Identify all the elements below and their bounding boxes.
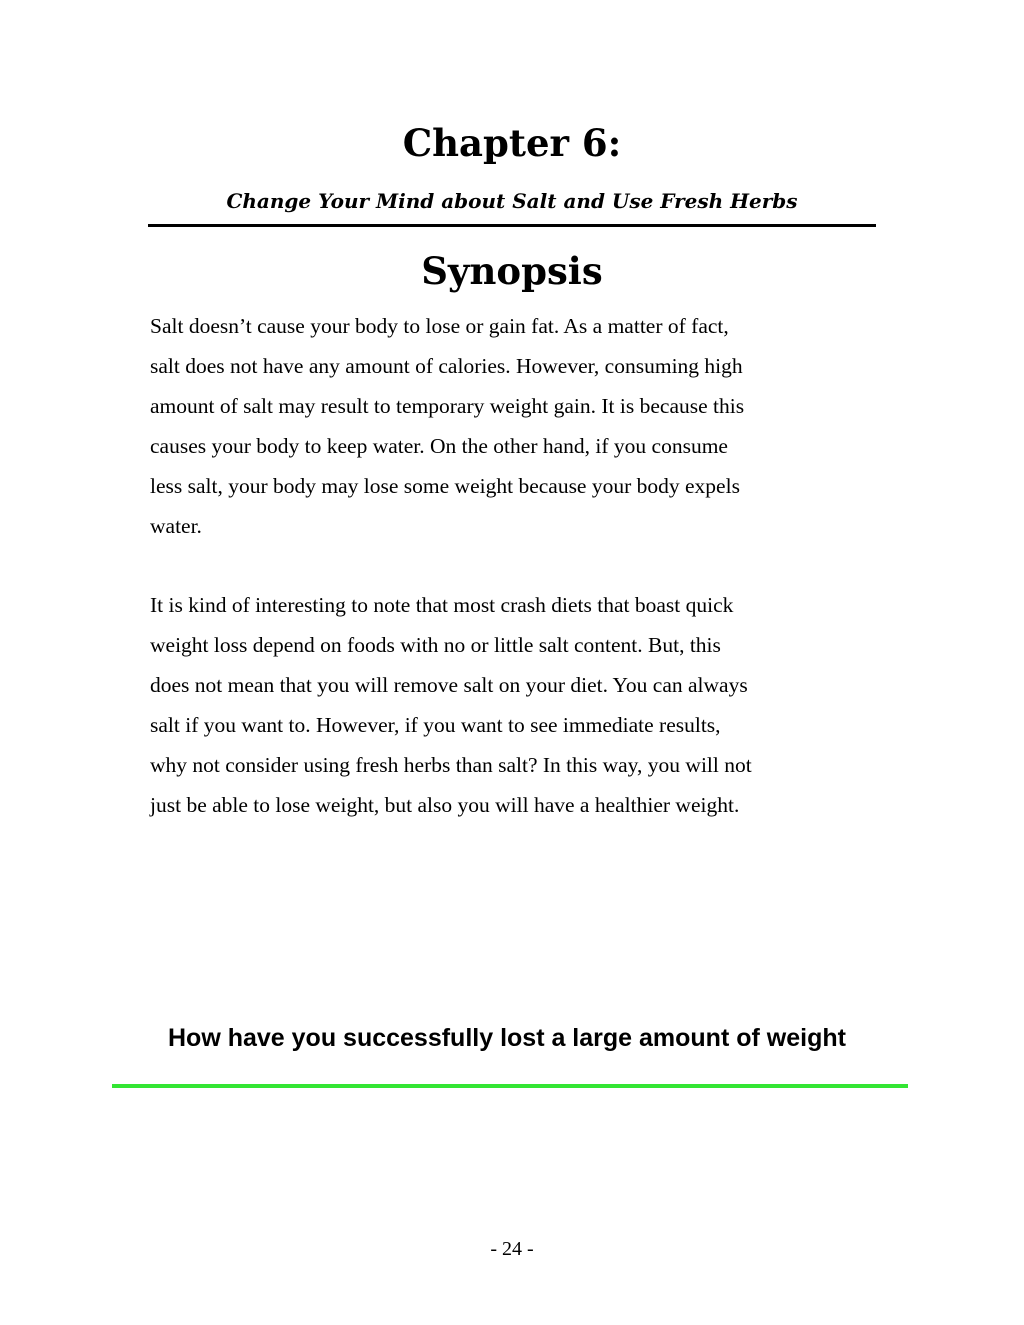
paragraph-line: does not mean that you will remove salt on your diet. You can always	[150, 673, 748, 697]
paragraph-line: salt does not have any amount of calories. However, consuming high	[150, 354, 743, 378]
body-paragraph-2	[150, 585, 890, 825]
body-paragraph-1	[150, 306, 890, 546]
page-number: - 24 -	[490, 1238, 534, 1260]
chapter-subtitle: Change Your Mind about Salt and Use Fresh Herbs	[226, 189, 798, 213]
paragraph-line: It is kind of interesting to note that most crash diets that boast quick	[150, 593, 734, 617]
paragraph-line: just be able to lose weight, but also you will have a healthier weight.	[150, 793, 740, 817]
paragraph-line: less salt, your body may lose some weight because your body expels	[150, 474, 740, 498]
paragraph-line: Salt doesn’t cause your body to lose or gain fat. As a matter of fact,	[150, 314, 729, 338]
paragraph-line: amount of salt may result to temporary weight gain. It is because this	[150, 394, 745, 418]
paragraph-line: water.	[150, 514, 202, 538]
chapter-title: Chapter 6:	[402, 121, 622, 165]
section-title: Synopsis	[421, 249, 603, 293]
green-divider	[112, 1084, 908, 1088]
paragraph-line: causes your body to keep water. On the other hand, if you consume	[150, 434, 728, 458]
paragraph-line: why not consider using fresh herbs than salt? In this way, you will not	[150, 753, 752, 777]
title-divider	[148, 224, 876, 227]
paragraph-line: salt if you want to. However, if you want to see immediate results,	[150, 713, 721, 737]
call-to-action-heading: How have you successfully lost a large amount of weight	[168, 1024, 846, 1052]
paragraph-line: weight loss depend on foods with no or little salt content. But, this	[150, 633, 721, 657]
